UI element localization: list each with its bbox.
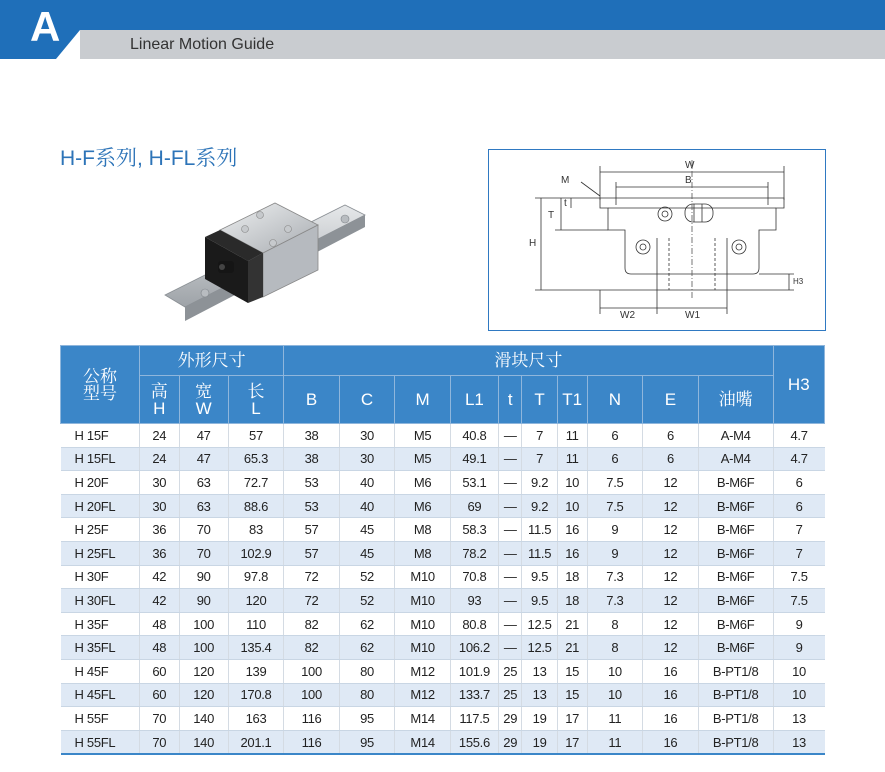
value-cell: 6 xyxy=(587,424,643,448)
value-cell: 29 xyxy=(498,707,522,731)
value-cell: 72 xyxy=(284,589,340,613)
value-cell: 6 xyxy=(773,471,824,495)
value-cell: 13 xyxy=(773,707,824,731)
value-cell: 24 xyxy=(140,424,180,448)
model-cell: H 25FL xyxy=(61,541,140,565)
value-cell: M10 xyxy=(395,589,451,613)
value-cell: 133.7 xyxy=(450,683,498,707)
value-cell: B-M6F xyxy=(698,471,773,495)
value-cell: 21 xyxy=(557,636,587,660)
label-H: H xyxy=(529,238,537,249)
value-cell: 82 xyxy=(284,612,340,636)
value-cell: 11.5 xyxy=(522,541,557,565)
value-cell: 12 xyxy=(643,636,699,660)
table-row xyxy=(61,636,825,660)
model-cell: H 20F xyxy=(61,471,140,495)
value-cell: 16 xyxy=(643,707,699,731)
header-bar xyxy=(0,0,885,30)
value-cell: 70 xyxy=(179,541,228,565)
value-cell: 72.7 xyxy=(228,471,284,495)
value-cell: M14 xyxy=(395,730,451,754)
value-cell: 4.7 xyxy=(773,447,824,471)
value-cell: 6 xyxy=(587,447,643,471)
value-cell: 139 xyxy=(228,659,284,683)
value-cell: 25 xyxy=(498,659,522,683)
label-T: T xyxy=(548,210,555,221)
value-cell: 9.2 xyxy=(522,494,557,518)
value-cell: 90 xyxy=(179,589,228,613)
header-model: 公称 型号 xyxy=(61,346,140,424)
value-cell: 15 xyxy=(557,659,587,683)
value-cell: B-M6F xyxy=(698,565,773,589)
value-cell: 63 xyxy=(179,494,228,518)
value-cell: 24 xyxy=(140,447,180,471)
value-cell: A-M4 xyxy=(698,447,773,471)
label-W1: W1 xyxy=(685,310,700,321)
value-cell: — xyxy=(498,612,522,636)
value-cell: 52 xyxy=(339,589,395,613)
value-cell: 110 xyxy=(228,612,284,636)
value-cell: 19 xyxy=(522,730,557,754)
value-cell: 8 xyxy=(587,636,643,660)
value-cell: 9 xyxy=(587,518,643,542)
model-cell: H 20FL xyxy=(61,494,140,518)
dimension-diagram xyxy=(488,149,826,331)
value-cell: 12 xyxy=(643,541,699,565)
value-cell: 95 xyxy=(339,707,395,731)
model-cell: H 15F xyxy=(61,424,140,448)
value-cell: 53 xyxy=(284,471,340,495)
value-cell: 7 xyxy=(522,447,557,471)
header-length: 长 L xyxy=(228,376,284,424)
value-cell: 70 xyxy=(179,518,228,542)
value-cell: M6 xyxy=(395,471,451,495)
value-cell: 18 xyxy=(557,565,587,589)
table-row xyxy=(61,447,825,471)
value-cell: 116 xyxy=(284,730,340,754)
value-cell: 30 xyxy=(140,471,180,495)
value-cell: 70.8 xyxy=(450,565,498,589)
value-cell: 57 xyxy=(228,424,284,448)
value-cell: M6 xyxy=(395,494,451,518)
value-cell: 29 xyxy=(498,730,522,754)
section-letter: A xyxy=(30,3,61,50)
value-cell: 100 xyxy=(284,683,340,707)
value-cell: 16 xyxy=(643,683,699,707)
value-cell: 16 xyxy=(643,730,699,754)
value-cell: 57 xyxy=(284,541,340,565)
value-cell: 12 xyxy=(643,494,699,518)
value-cell: 102.9 xyxy=(228,541,284,565)
value-cell: 163 xyxy=(228,707,284,731)
model-cell: H 15FL xyxy=(61,447,140,471)
value-cell: B-M6F xyxy=(698,589,773,613)
value-cell: 135.4 xyxy=(228,636,284,660)
model-cell: H 25F xyxy=(61,518,140,542)
value-cell: B-M6F xyxy=(698,636,773,660)
value-cell: 83 xyxy=(228,518,284,542)
value-cell: 42 xyxy=(140,589,180,613)
value-cell: 12 xyxy=(643,471,699,495)
value-cell: 48 xyxy=(140,612,180,636)
value-cell: M12 xyxy=(395,659,451,683)
label-t: t xyxy=(564,198,567,209)
linear-guide-image xyxy=(160,175,370,330)
value-cell: 120 xyxy=(179,659,228,683)
value-cell: 36 xyxy=(140,541,180,565)
value-cell: 13 xyxy=(773,730,824,754)
header-h3: H3 xyxy=(773,346,824,424)
value-cell: 9 xyxy=(587,541,643,565)
header-title: Linear Motion Guide xyxy=(130,36,275,53)
model-cell: H 45F xyxy=(61,659,140,683)
value-cell: 30 xyxy=(140,494,180,518)
value-cell: M8 xyxy=(395,518,451,542)
value-cell: — xyxy=(498,447,522,471)
value-cell: 42 xyxy=(140,565,180,589)
value-cell: 72 xyxy=(284,565,340,589)
value-cell: 9.5 xyxy=(522,589,557,613)
value-cell: 65.3 xyxy=(228,447,284,471)
value-cell: 7 xyxy=(773,518,824,542)
value-cell: 90 xyxy=(179,565,228,589)
header-block-dims: 滑块尺寸 xyxy=(284,346,773,376)
value-cell: 140 xyxy=(179,730,228,754)
value-cell: 7.5 xyxy=(773,589,824,613)
value-cell: 19 xyxy=(522,707,557,731)
value-cell: — xyxy=(498,636,522,660)
label-W2: W2 xyxy=(620,310,635,321)
value-cell: 12.5 xyxy=(522,636,557,660)
value-cell: 82 xyxy=(284,636,340,660)
value-cell: 95 xyxy=(339,730,395,754)
value-cell: 30 xyxy=(339,424,395,448)
value-cell: 9.5 xyxy=(522,565,557,589)
value-cell: 45 xyxy=(339,518,395,542)
value-cell: 7.3 xyxy=(587,565,643,589)
table-row xyxy=(61,518,825,542)
value-cell: 78.2 xyxy=(450,541,498,565)
header-height: 高 H xyxy=(140,376,180,424)
value-cell: 10 xyxy=(557,494,587,518)
table-row xyxy=(61,565,825,589)
model-cell: H 30FL xyxy=(61,589,140,613)
value-cell: 25 xyxy=(498,683,522,707)
value-cell: 8 xyxy=(587,612,643,636)
value-cell: M10 xyxy=(395,636,451,660)
value-cell: 10 xyxy=(587,683,643,707)
value-cell: 53 xyxy=(284,494,340,518)
value-cell: 10 xyxy=(587,659,643,683)
value-cell: 57 xyxy=(284,518,340,542)
header-T: T xyxy=(522,376,557,424)
value-cell: M10 xyxy=(395,612,451,636)
value-cell: 6 xyxy=(643,424,699,448)
table-row xyxy=(61,589,825,613)
table-row xyxy=(61,707,825,731)
value-cell: 120 xyxy=(228,589,284,613)
value-cell: 38 xyxy=(284,424,340,448)
value-cell: 10 xyxy=(773,659,824,683)
value-cell: 11.5 xyxy=(522,518,557,542)
value-cell: 13 xyxy=(522,683,557,707)
value-cell: 6 xyxy=(643,447,699,471)
header-L1: L1 xyxy=(450,376,498,424)
value-cell: 15 xyxy=(557,683,587,707)
table-row xyxy=(61,659,825,683)
value-cell: 69 xyxy=(450,494,498,518)
value-cell: 80 xyxy=(339,683,395,707)
value-cell: 10 xyxy=(773,683,824,707)
value-cell: M8 xyxy=(395,541,451,565)
table-row xyxy=(61,541,825,565)
value-cell: — xyxy=(498,541,522,565)
value-cell: 7.5 xyxy=(773,565,824,589)
value-cell: 17 xyxy=(557,730,587,754)
table-row xyxy=(61,471,825,495)
value-cell: 97.8 xyxy=(228,565,284,589)
model-cell: H 45FL xyxy=(61,683,140,707)
value-cell: B-PT1/8 xyxy=(698,730,773,754)
value-cell: A-M4 xyxy=(698,424,773,448)
value-cell: 11 xyxy=(587,707,643,731)
value-cell: 155.6 xyxy=(450,730,498,754)
value-cell: 49.1 xyxy=(450,447,498,471)
header-width: 宽 W xyxy=(179,376,228,424)
spec-table-body xyxy=(61,424,825,755)
value-cell: 48 xyxy=(140,636,180,660)
value-cell: B-M6F xyxy=(698,612,773,636)
value-cell: 40.8 xyxy=(450,424,498,448)
value-cell: B-PT1/8 xyxy=(698,707,773,731)
value-cell: 80 xyxy=(339,659,395,683)
value-cell: 38 xyxy=(284,447,340,471)
value-cell: 140 xyxy=(179,707,228,731)
model-cell: H 55F xyxy=(61,707,140,731)
value-cell: — xyxy=(498,424,522,448)
value-cell: 47 xyxy=(179,424,228,448)
value-cell: 12 xyxy=(643,518,699,542)
label-H3: H3 xyxy=(793,277,804,286)
series-title: H-F系列, H-FL系列 xyxy=(60,147,238,170)
value-cell: B-M6F xyxy=(698,541,773,565)
value-cell: 101.9 xyxy=(450,659,498,683)
value-cell: 10 xyxy=(557,471,587,495)
header-M: M xyxy=(395,376,451,424)
value-cell: 70 xyxy=(140,707,180,731)
value-cell: 11 xyxy=(557,424,587,448)
header-E: E xyxy=(643,376,699,424)
value-cell: 62 xyxy=(339,636,395,660)
value-cell: 30 xyxy=(339,447,395,471)
value-cell: 4.7 xyxy=(773,424,824,448)
model-cell: H 55FL xyxy=(61,730,140,754)
value-cell: 106.2 xyxy=(450,636,498,660)
value-cell: 58.3 xyxy=(450,518,498,542)
value-cell: 52 xyxy=(339,565,395,589)
value-cell: 62 xyxy=(339,612,395,636)
value-cell: B-PT1/8 xyxy=(698,659,773,683)
value-cell: 12 xyxy=(643,612,699,636)
value-cell: 120 xyxy=(179,683,228,707)
value-cell: M10 xyxy=(395,565,451,589)
table-row xyxy=(61,424,825,448)
value-cell: 63 xyxy=(179,471,228,495)
value-cell: 45 xyxy=(339,541,395,565)
value-cell: 201.1 xyxy=(228,730,284,754)
value-cell: M5 xyxy=(395,424,451,448)
value-cell: 9 xyxy=(773,612,824,636)
value-cell: 100 xyxy=(179,636,228,660)
value-cell: 100 xyxy=(284,659,340,683)
value-cell: 53.1 xyxy=(450,471,498,495)
value-cell: 7 xyxy=(522,424,557,448)
spec-table xyxy=(60,345,825,755)
value-cell: 12.5 xyxy=(522,612,557,636)
value-cell: 60 xyxy=(140,683,180,707)
header-B: B xyxy=(284,376,340,424)
value-cell: M12 xyxy=(395,683,451,707)
value-cell: M14 xyxy=(395,707,451,731)
value-cell: M5 xyxy=(395,447,451,471)
value-cell: 12 xyxy=(643,565,699,589)
value-cell: 7 xyxy=(773,541,824,565)
value-cell: 9 xyxy=(773,636,824,660)
header-outer-dims: 外形尺寸 xyxy=(140,346,284,376)
value-cell: — xyxy=(498,565,522,589)
header-t: t xyxy=(498,376,522,424)
header-C: C xyxy=(339,376,395,424)
value-cell: 60 xyxy=(140,659,180,683)
value-cell: 116 xyxy=(284,707,340,731)
value-cell: 40 xyxy=(339,494,395,518)
value-cell: B-M6F xyxy=(698,494,773,518)
value-cell: 70 xyxy=(140,730,180,754)
value-cell: 170.8 xyxy=(228,683,284,707)
value-cell: 9.2 xyxy=(522,471,557,495)
model-cell: H 35F xyxy=(61,612,140,636)
value-cell: 7.3 xyxy=(587,589,643,613)
value-cell: 21 xyxy=(557,612,587,636)
value-cell: 12 xyxy=(643,589,699,613)
header-N: N xyxy=(587,376,643,424)
table-row xyxy=(61,612,825,636)
table-row xyxy=(61,494,825,518)
value-cell: 7.5 xyxy=(587,494,643,518)
value-cell: 93 xyxy=(450,589,498,613)
value-cell: — xyxy=(498,494,522,518)
label-M: M xyxy=(561,175,570,186)
table-row xyxy=(61,683,825,707)
label-W: W xyxy=(685,160,695,171)
model-cell: H 35FL xyxy=(61,636,140,660)
header-T1: T1 xyxy=(557,376,587,424)
header-grease: 油嘴 xyxy=(698,376,773,424)
value-cell: 16 xyxy=(557,518,587,542)
value-cell: 88.6 xyxy=(228,494,284,518)
value-cell: 80.8 xyxy=(450,612,498,636)
value-cell: 13 xyxy=(522,659,557,683)
value-cell: 40 xyxy=(339,471,395,495)
model-cell: H 30F xyxy=(61,565,140,589)
value-cell: — xyxy=(498,471,522,495)
value-cell: 36 xyxy=(140,518,180,542)
value-cell: — xyxy=(498,589,522,613)
table-row xyxy=(61,730,825,754)
value-cell: — xyxy=(498,518,522,542)
value-cell: 100 xyxy=(179,612,228,636)
value-cell: 16 xyxy=(643,659,699,683)
value-cell: B-PT1/8 xyxy=(698,683,773,707)
value-cell: 18 xyxy=(557,589,587,613)
value-cell: B-M6F xyxy=(698,518,773,542)
value-cell: 7.5 xyxy=(587,471,643,495)
value-cell: 6 xyxy=(773,494,824,518)
value-cell: 117.5 xyxy=(450,707,498,731)
value-cell: 11 xyxy=(587,730,643,754)
value-cell: 16 xyxy=(557,541,587,565)
value-cell: 17 xyxy=(557,707,587,731)
value-cell: 47 xyxy=(179,447,228,471)
value-cell: 11 xyxy=(557,447,587,471)
label-B: B xyxy=(685,175,692,186)
